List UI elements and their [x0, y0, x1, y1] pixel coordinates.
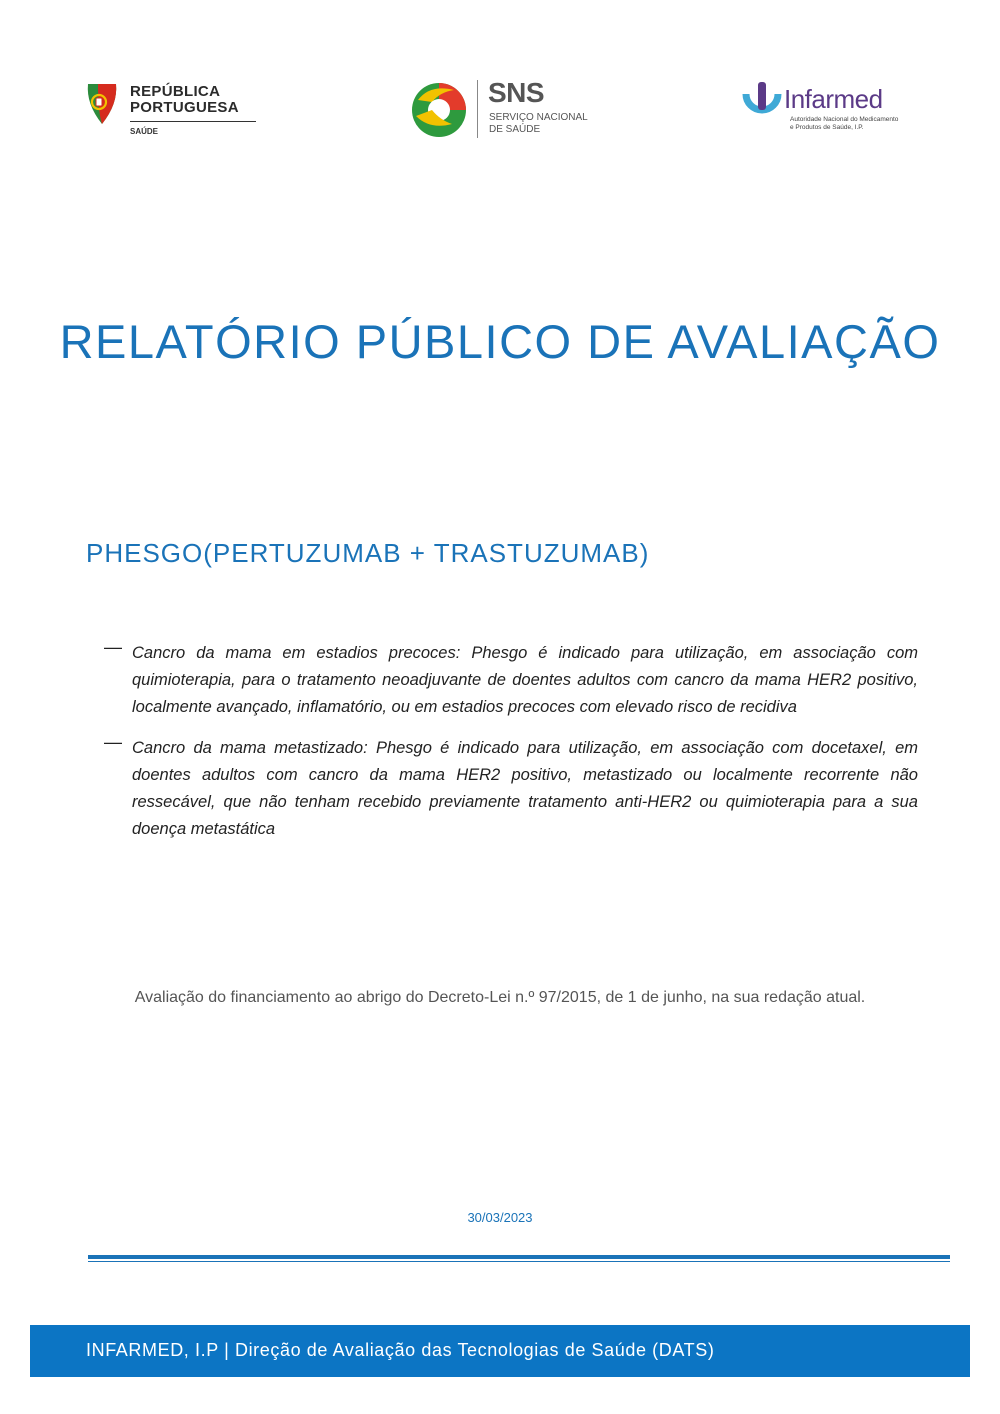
report-date: 30/03/2023	[467, 1210, 533, 1225]
sns-sub1: SERVIÇO NACIONAL	[489, 112, 588, 123]
indication-text: Cancro da mama em estadios precoces: Phesgo é indicado para utilização, em associação com quimioterapia, para o tratamento neoadjuvante de doentes adultos com cancro da mama HER2 positivo, localmente avançado, inflamatório, ou em estadios precoces com elevado risco de recidiva	[132, 644, 918, 716]
sns-circle-icon	[410, 80, 468, 138]
footer-text: INFARMED, I.P | Direção de Avaliação das Tecnologias de Saúde (DATS)	[86, 1340, 715, 1360]
divider-thin	[88, 1261, 950, 1262]
report-title: RELATÓRIO PÚBLICO DE AVALIAÇÃO	[59, 315, 941, 368]
indication-text: Cancro da mama metastizado: Phesgo é indicado para utilização, em associação com docetaxel, em doentes adultos com cancro da mama HER2 positivo, metastizado ou localmente recorrente não ressecável, que não tenham recebido previamente tratamento anti-HER2 ou quimioterapia para a sua doença metastática	[132, 739, 918, 838]
sns-sub2: DE SAÚDE	[489, 124, 541, 135]
infarmed-title: Infarmed	[784, 84, 883, 114]
indication-item	[100, 637, 918, 721]
indications-list	[100, 637, 918, 857]
sns-divider	[477, 80, 478, 138]
dash-bullet: —	[104, 637, 122, 657]
dash-bullet: —	[104, 732, 122, 752]
republica-portuguesa-logo	[84, 80, 259, 140]
republica-line1: REPÚBLICA	[130, 83, 221, 100]
infarmed-symbol-icon	[740, 80, 784, 126]
product-title: PHESGO(PERTUZUMAB + TRASTUZUMAB)	[86, 538, 650, 568]
sns-logo	[410, 77, 590, 142]
indication-item	[100, 732, 918, 843]
infarmed-sub1: Autoridade Nacional do Medicamento	[790, 116, 899, 123]
republica-divider	[130, 121, 256, 122]
republica-sub: SAÚDE	[130, 127, 159, 136]
sns-title: SNS	[488, 77, 545, 108]
republica-line2: PORTUGUESA	[130, 99, 239, 116]
portugal-flag-icon	[84, 82, 120, 126]
infarmed-logo	[740, 80, 920, 142]
financing-text: Avaliação do financiamento ao abrigo do Decreto-Lei n.º 97/2015, de 1 de junho, na sua redação atual.	[134, 989, 866, 1006]
infarmed-sub2: e Produtos de Saúde, I.P.	[790, 124, 864, 131]
divider-thick	[88, 1255, 950, 1259]
footer-bar	[30, 1325, 970, 1377]
